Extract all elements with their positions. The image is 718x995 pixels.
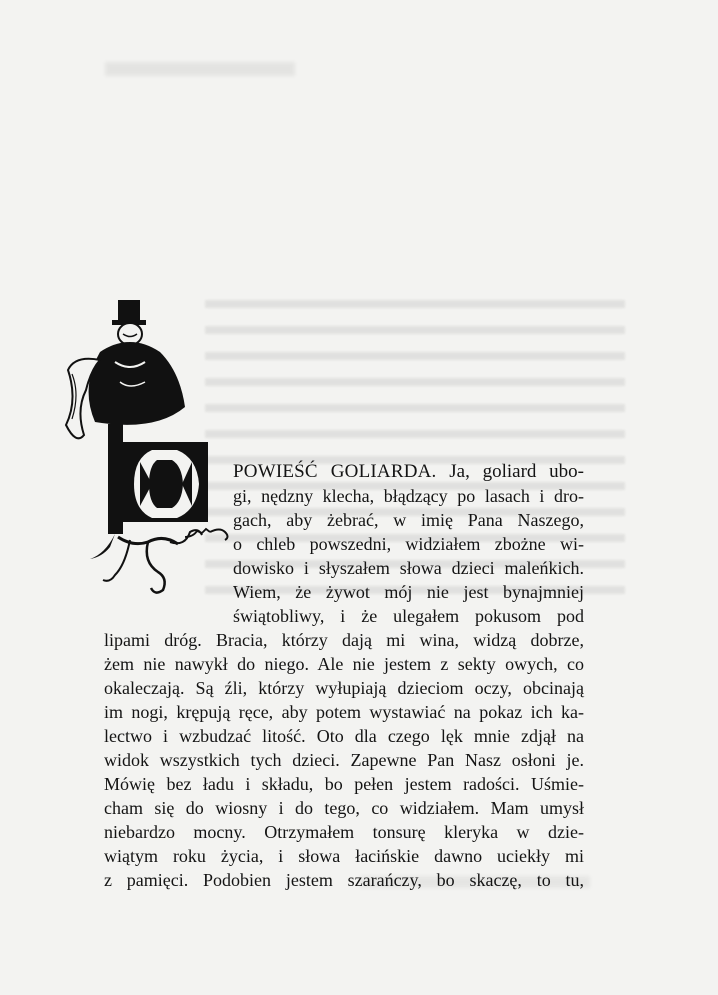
show-through-running-head [105, 62, 295, 76]
text-line-9: żem nie nawykł do niego. Ale nie jestem z sekty owych, co [104, 654, 584, 674]
chapter-heading: POWIEŚĆ GOLIARDA. [233, 461, 437, 482]
text-line-11: im nogi, krępują ręce, aby potem wystawiać na pokaz ich ka- [104, 702, 584, 722]
text-line-17: wiątym roku życia, i słowa łacińskie dawno uciekły mi [104, 846, 584, 866]
text-line-7: świątobliwy, i że ulegałem pokusom pod [233, 606, 584, 626]
text-line-16: niebardzo mocny. Otrzymałem tonsurę kleryka w dzie- [104, 822, 584, 842]
text-line-10: okaleczają. Są źli, którzy wyłupiają dzieciom oczy, obcinają [104, 678, 584, 698]
text-line-18: z pamięci. Podobien jestem szarańczy, bo skaczę, to tu, [104, 870, 584, 890]
decorated-initial-p-with-figure-icon [60, 292, 235, 607]
text-line-5: dowisko i słyszałem słowa dzieci maleńkich. [233, 558, 584, 578]
text-line-14: Mówię bez ładu i składu, bo pełen jestem radości. Uśmie- [104, 774, 584, 794]
text-line-15: cham się do wiosny i do tego, co widziałem. Mam umysł [104, 798, 584, 818]
text-line-1: POWIEŚĆ GOLIARDA. Ja, goliard ubo- [233, 461, 584, 482]
show-through-text [205, 300, 625, 600]
text-line-13: widok wszystkich tych dzieci. Zapewne Pan Nasz osłoni je. [104, 750, 584, 770]
text-line-4: o chleb powszedni, widziałem zbożne wi- [233, 534, 584, 554]
text-line-12: lectwo i wzbudzać litość. Oto dla czego lęk mnie zdjął na [104, 726, 584, 746]
text-line-3: gach, aby żebrać, w imię Pana Naszego, [233, 510, 584, 530]
text-line-6: Wiem, że żywot mój nie jest bynajmniej [233, 582, 584, 602]
text-line-8: lipami dróg. Bracia, którzy dają mi wina, widzą dobrze, [104, 630, 584, 650]
text-line-2: gi, nędzny klecha, błądzący po lasach i dro- [233, 486, 584, 506]
